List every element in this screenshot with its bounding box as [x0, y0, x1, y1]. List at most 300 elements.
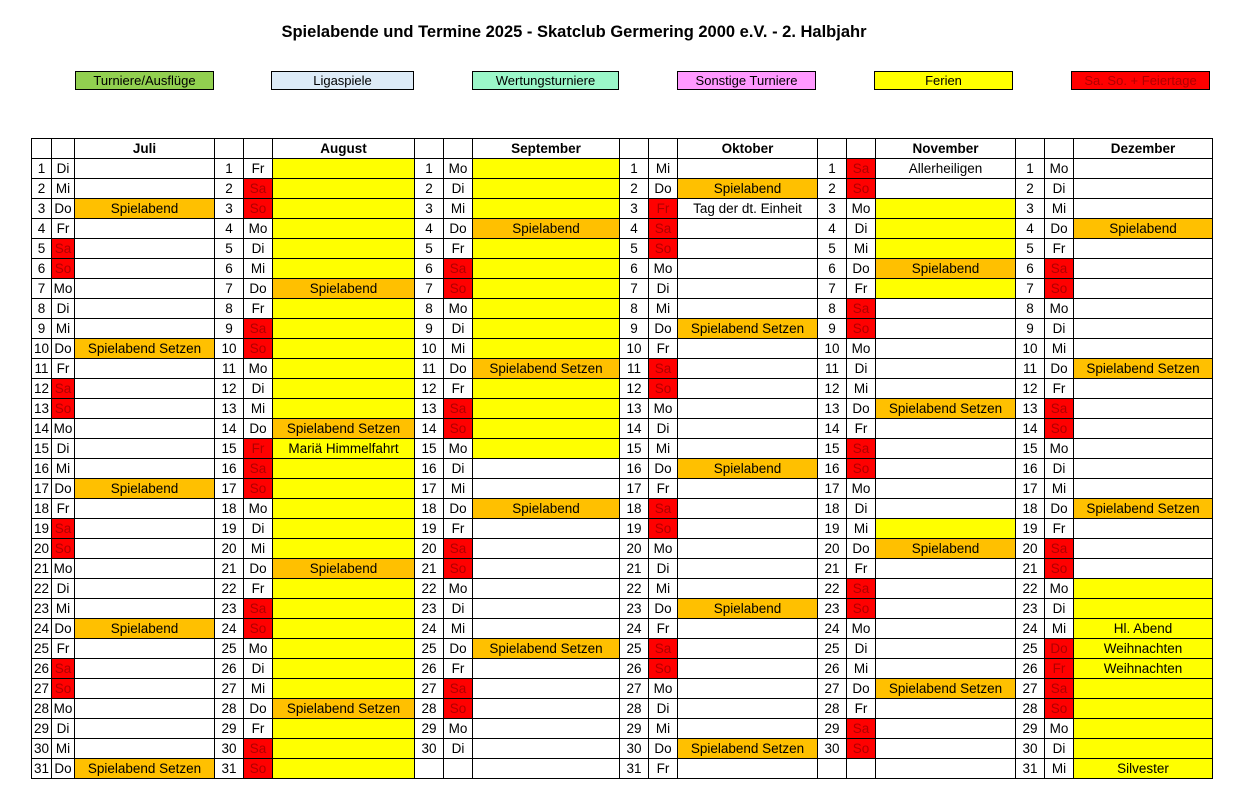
event-cell	[473, 179, 620, 199]
event-cell: Spielabend Setzen	[273, 419, 415, 439]
event-cell	[75, 639, 215, 659]
event-cell	[75, 419, 215, 439]
event-cell	[678, 279, 818, 299]
weekday-cell: So	[847, 319, 876, 339]
weekday-cell: Mo	[1045, 299, 1074, 319]
day-number: 24	[415, 619, 444, 639]
day-number: 12	[215, 379, 244, 399]
calendar-row	[32, 279, 1213, 299]
weekday-cell: Mo	[52, 419, 75, 439]
weekday-cell: Mi	[649, 299, 678, 319]
day-number: 6	[818, 259, 847, 279]
event-cell	[1074, 179, 1213, 199]
legend-turniere-ausfluege: Turniere/Ausflüge	[75, 71, 214, 90]
day-number: 17	[215, 479, 244, 499]
day-number: 27	[32, 679, 52, 699]
event-cell	[876, 179, 1016, 199]
day-number: 2	[32, 179, 52, 199]
day-number: 11	[620, 359, 649, 379]
event-cell	[876, 459, 1016, 479]
weekday-cell: Sa	[1045, 259, 1074, 279]
weekday-cell: Fr	[847, 279, 876, 299]
weekday-cell: Fr	[649, 619, 678, 639]
event-cell	[473, 679, 620, 699]
weekday-cell: Mi	[847, 379, 876, 399]
weekday-cell: Do	[444, 639, 473, 659]
header-spacer	[1016, 139, 1045, 159]
event-cell	[273, 579, 415, 599]
event-cell: Spielabend	[273, 279, 415, 299]
weekday-cell: Fr	[244, 439, 273, 459]
calendar-row	[32, 459, 1213, 479]
day-number: 16	[620, 459, 649, 479]
calendar-row	[32, 659, 1213, 679]
day-number: 1	[620, 159, 649, 179]
event-cell	[473, 619, 620, 639]
calendar-table	[31, 138, 1213, 779]
event-cell	[75, 559, 215, 579]
weekday-cell: So	[444, 419, 473, 439]
header-spacer	[444, 139, 473, 159]
event-cell	[75, 599, 215, 619]
day-number: 28	[1016, 699, 1045, 719]
day-number: 25	[415, 639, 444, 659]
event-cell: Spielabend Setzen	[678, 319, 818, 339]
day-number: 20	[620, 539, 649, 559]
day-number: 27	[620, 679, 649, 699]
weekday-cell: So	[52, 399, 75, 419]
day-number: 23	[215, 599, 244, 619]
day-number: 23	[818, 599, 847, 619]
event-cell	[1074, 459, 1213, 479]
event-cell	[75, 539, 215, 559]
weekday-cell: Do	[244, 559, 273, 579]
event-cell	[473, 459, 620, 479]
event-cell	[473, 399, 620, 419]
weekday-cell: Sa	[847, 719, 876, 739]
day-number: 14	[1016, 419, 1045, 439]
day-number: 23	[1016, 599, 1045, 619]
weekday-cell: So	[649, 659, 678, 679]
weekday-cell: So	[847, 179, 876, 199]
weekday-cell: Di	[244, 659, 273, 679]
day-number: 22	[1016, 579, 1045, 599]
day-number: 8	[415, 299, 444, 319]
event-cell: Mariä Himmelfahrt	[273, 439, 415, 459]
weekday-cell: Di	[649, 419, 678, 439]
event-cell	[273, 479, 415, 499]
weekday-cell: Do	[1045, 499, 1074, 519]
header-spacer	[847, 139, 876, 159]
day-number: 8	[215, 299, 244, 319]
day-number: 24	[1016, 619, 1045, 639]
event-cell	[473, 699, 620, 719]
day-number: 27	[415, 679, 444, 699]
event-cell	[473, 299, 620, 319]
event-cell	[678, 379, 818, 399]
day-number: 24	[818, 619, 847, 639]
event-cell	[678, 519, 818, 539]
day-number: 3	[215, 199, 244, 219]
weekday-cell: Mo	[52, 279, 75, 299]
day-number: 29	[1016, 719, 1045, 739]
event-cell: Spielabend Setzen	[876, 679, 1016, 699]
weekday-cell: So	[244, 619, 273, 639]
weekday-cell: Di	[444, 739, 473, 759]
day-number	[818, 759, 847, 779]
event-cell	[75, 159, 215, 179]
calendar-row	[32, 319, 1213, 339]
event-cell	[473, 599, 620, 619]
event-cell: Weihnachten	[1074, 659, 1213, 679]
day-number: 19	[415, 519, 444, 539]
weekday-cell: Sa	[52, 519, 75, 539]
weekday-cell: Di	[444, 319, 473, 339]
weekday-cell: Mo	[444, 159, 473, 179]
weekday-cell: Fr	[244, 159, 273, 179]
event-cell	[1074, 539, 1213, 559]
event-cell	[678, 239, 818, 259]
weekday-cell: Mi	[847, 239, 876, 259]
day-number: 6	[415, 259, 444, 279]
event-cell	[273, 359, 415, 379]
event-cell	[473, 479, 620, 499]
weekday-cell: Fr	[649, 759, 678, 779]
day-number: 30	[1016, 739, 1045, 759]
event-cell	[876, 499, 1016, 519]
day-number: 2	[1016, 179, 1045, 199]
day-number: 15	[1016, 439, 1045, 459]
day-number: 25	[32, 639, 52, 659]
event-cell	[1074, 399, 1213, 419]
weekday-cell: Do	[649, 319, 678, 339]
day-number: 16	[215, 459, 244, 479]
weekday-cell: Do	[1045, 359, 1074, 379]
event-cell	[75, 659, 215, 679]
event-cell	[876, 619, 1016, 639]
event-cell: Hl. Abend	[1074, 619, 1213, 639]
event-cell: Spielabend Setzen	[75, 339, 215, 359]
event-cell	[273, 719, 415, 739]
event-cell	[473, 259, 620, 279]
weekday-cell: Sa	[444, 679, 473, 699]
day-number: 14	[620, 419, 649, 439]
event-cell	[678, 479, 818, 499]
weekday-cell: Di	[1045, 459, 1074, 479]
weekday-cell: Mi	[1045, 619, 1074, 639]
weekday-cell: Mi	[444, 339, 473, 359]
event-cell	[273, 319, 415, 339]
day-number: 31	[215, 759, 244, 779]
day-number: 1	[818, 159, 847, 179]
event-cell	[678, 619, 818, 639]
day-number: 15	[415, 439, 444, 459]
event-cell: Spielabend	[678, 459, 818, 479]
event-cell	[273, 739, 415, 759]
day-number: 11	[1016, 359, 1045, 379]
weekday-cell: So	[649, 379, 678, 399]
event-cell: Spielabend	[678, 599, 818, 619]
day-number: 25	[1016, 639, 1045, 659]
event-cell	[1074, 199, 1213, 219]
weekday-cell: Mo	[847, 619, 876, 639]
page-title: Spielabende und Termine 2025 - Skatclub Germering 2000 e.V. - 2. Halbjahr	[281, 23, 867, 41]
weekday-cell: Mo	[1045, 579, 1074, 599]
event-cell	[876, 719, 1016, 739]
event-cell	[473, 719, 620, 739]
weekday-cell: Sa	[444, 259, 473, 279]
day-number: 26	[818, 659, 847, 679]
day-number: 18	[415, 499, 444, 519]
event-cell	[1074, 679, 1213, 699]
header-spacer	[1045, 139, 1074, 159]
legend-wertungsturniere: Wertungsturniere	[472, 71, 619, 90]
weekday-cell: Sa	[649, 499, 678, 519]
day-number: 12	[620, 379, 649, 399]
calendar-row	[32, 199, 1213, 219]
weekday-cell: Sa	[847, 439, 876, 459]
day-number: 21	[1016, 559, 1045, 579]
day-number: 29	[415, 719, 444, 739]
event-cell	[273, 339, 415, 359]
event-cell: Spielabend	[473, 499, 620, 519]
day-number: 27	[818, 679, 847, 699]
weekday-cell: Mi	[1045, 479, 1074, 499]
day-number: 18	[215, 499, 244, 519]
event-cell: Spielabend Setzen	[273, 699, 415, 719]
header-spacer	[818, 139, 847, 159]
weekday-cell: Fr	[52, 359, 75, 379]
day-number: 12	[415, 379, 444, 399]
event-cell	[876, 199, 1016, 219]
day-number: 13	[818, 399, 847, 419]
weekday-cell: Sa	[244, 319, 273, 339]
day-number: 5	[620, 239, 649, 259]
day-number: 10	[32, 339, 52, 359]
calendar-row	[32, 219, 1213, 239]
day-number: 24	[620, 619, 649, 639]
weekday-cell: Mi	[1045, 759, 1074, 779]
weekday-cell: So	[1045, 419, 1074, 439]
day-number: 27	[1016, 679, 1045, 699]
day-number: 28	[215, 699, 244, 719]
event-cell	[876, 759, 1016, 779]
day-number: 16	[1016, 459, 1045, 479]
day-number: 7	[415, 279, 444, 299]
weekday-cell: Mi	[52, 739, 75, 759]
day-number: 3	[1016, 199, 1045, 219]
event-cell	[1074, 699, 1213, 719]
weekday-cell: So	[847, 599, 876, 619]
event-cell	[473, 279, 620, 299]
day-number: 9	[215, 319, 244, 339]
weekday-cell: Mo	[444, 579, 473, 599]
event-cell	[75, 679, 215, 699]
weekday-cell: Sa	[52, 239, 75, 259]
month-header-september: September	[473, 139, 620, 159]
day-number: 18	[818, 499, 847, 519]
day-number: 10	[818, 339, 847, 359]
weekday-cell: Fr	[52, 219, 75, 239]
weekday-cell: Do	[649, 459, 678, 479]
weekday-cell: So	[847, 739, 876, 759]
weekday-cell: Do	[649, 739, 678, 759]
event-cell	[1074, 299, 1213, 319]
day-number: 18	[1016, 499, 1045, 519]
weekday-cell: So	[52, 539, 75, 559]
weekday-cell: Fr	[52, 639, 75, 659]
event-cell	[876, 479, 1016, 499]
event-cell: Spielabend	[273, 559, 415, 579]
calendar-row	[32, 719, 1213, 739]
event-cell	[678, 259, 818, 279]
event-cell	[1074, 339, 1213, 359]
weekday-cell: Di	[1045, 179, 1074, 199]
day-number: 7	[32, 279, 52, 299]
weekday-cell: Do	[847, 539, 876, 559]
header-spacer	[32, 139, 52, 159]
event-cell	[678, 359, 818, 379]
day-number: 17	[1016, 479, 1045, 499]
event-cell	[1074, 579, 1213, 599]
weekday-cell: Fr	[649, 479, 678, 499]
weekday-cell: Mi	[444, 479, 473, 499]
event-cell	[678, 539, 818, 559]
weekday-cell: Di	[649, 279, 678, 299]
weekday-cell: Di	[52, 439, 75, 459]
header-spacer	[415, 139, 444, 159]
event-cell	[273, 459, 415, 479]
calendar-row	[32, 439, 1213, 459]
event-cell	[473, 539, 620, 559]
weekday-cell: Fr	[444, 379, 473, 399]
event-cell	[678, 679, 818, 699]
weekday-cell: Mo	[244, 499, 273, 519]
day-number: 5	[415, 239, 444, 259]
day-number: 3	[32, 199, 52, 219]
day-number: 13	[215, 399, 244, 419]
day-number: 30	[32, 739, 52, 759]
weekday-cell: Do	[649, 599, 678, 619]
weekday-cell: Mo	[444, 719, 473, 739]
event-cell: Allerheiligen	[876, 159, 1016, 179]
event-cell	[473, 559, 620, 579]
day-number: 5	[32, 239, 52, 259]
day-number: 16	[818, 459, 847, 479]
weekday-cell: Do	[847, 399, 876, 419]
event-cell: Spielabend Setzen	[473, 639, 620, 659]
weekday-cell: Mi	[1045, 199, 1074, 219]
event-cell	[1074, 439, 1213, 459]
weekday-cell: Do	[1045, 219, 1074, 239]
day-number: 12	[818, 379, 847, 399]
weekday-cell: Fr	[1045, 519, 1074, 539]
weekday-cell: Mo	[847, 339, 876, 359]
day-number: 19	[620, 519, 649, 539]
event-cell	[876, 359, 1016, 379]
weekday-cell: Mi	[244, 539, 273, 559]
weekday-cell: Di	[649, 699, 678, 719]
weekday-cell: Fr	[244, 719, 273, 739]
weekday-cell: Sa	[444, 539, 473, 559]
legend-ligaspiele: Ligaspiele	[271, 71, 414, 90]
day-number: 21	[215, 559, 244, 579]
weekday-cell: Di	[52, 159, 75, 179]
day-number: 6	[215, 259, 244, 279]
weekday-cell: So	[444, 279, 473, 299]
day-number: 19	[1016, 519, 1045, 539]
calendar-row	[32, 499, 1213, 519]
weekday-cell: Mi	[649, 439, 678, 459]
event-cell	[75, 459, 215, 479]
day-number: 10	[415, 339, 444, 359]
weekday-cell: Sa	[1045, 399, 1074, 419]
day-number: 19	[818, 519, 847, 539]
weekday-cell: Sa	[52, 659, 75, 679]
weekday-cell: Fr	[444, 659, 473, 679]
weekday-cell: Fr	[444, 239, 473, 259]
event-cell	[1074, 239, 1213, 259]
weekday-cell: Mo	[52, 699, 75, 719]
day-number: 29	[32, 719, 52, 739]
weekday-cell: Do	[649, 179, 678, 199]
event-cell	[273, 759, 415, 779]
event-cell	[75, 719, 215, 739]
event-cell	[273, 219, 415, 239]
day-number: 26	[1016, 659, 1045, 679]
day-number: 17	[415, 479, 444, 499]
day-number: 30	[620, 739, 649, 759]
weekday-cell: Fr	[847, 419, 876, 439]
day-number: 9	[1016, 319, 1045, 339]
weekday-cell: So	[444, 559, 473, 579]
day-number: 11	[818, 359, 847, 379]
day-number: 5	[1016, 239, 1045, 259]
header-spacer	[649, 139, 678, 159]
weekday-cell: So	[1045, 559, 1074, 579]
month-header-oktober: Oktober	[678, 139, 818, 159]
event-cell	[678, 639, 818, 659]
event-cell	[273, 519, 415, 539]
day-number: 23	[32, 599, 52, 619]
day-number: 8	[620, 299, 649, 319]
day-number: 21	[415, 559, 444, 579]
day-number: 4	[32, 219, 52, 239]
weekday-cell: Do	[444, 359, 473, 379]
day-number: 23	[415, 599, 444, 619]
event-cell	[473, 339, 620, 359]
event-cell	[678, 659, 818, 679]
calendar-row	[32, 599, 1213, 619]
day-number: 30	[818, 739, 847, 759]
weekday-cell: Sa	[1045, 539, 1074, 559]
day-number: 1	[1016, 159, 1045, 179]
event-cell	[273, 199, 415, 219]
weekday-cell: Mo	[52, 559, 75, 579]
day-number: 13	[32, 399, 52, 419]
day-number: 17	[818, 479, 847, 499]
weekday-cell: So	[52, 679, 75, 699]
day-number: 4	[818, 219, 847, 239]
day-number: 22	[215, 579, 244, 599]
day-number: 26	[32, 659, 52, 679]
event-cell: Spielabend Setzen	[473, 359, 620, 379]
day-number: 14	[215, 419, 244, 439]
event-cell	[1074, 599, 1213, 619]
day-number: 18	[620, 499, 649, 519]
day-number: 14	[415, 419, 444, 439]
event-cell: Spielabend	[1074, 219, 1213, 239]
